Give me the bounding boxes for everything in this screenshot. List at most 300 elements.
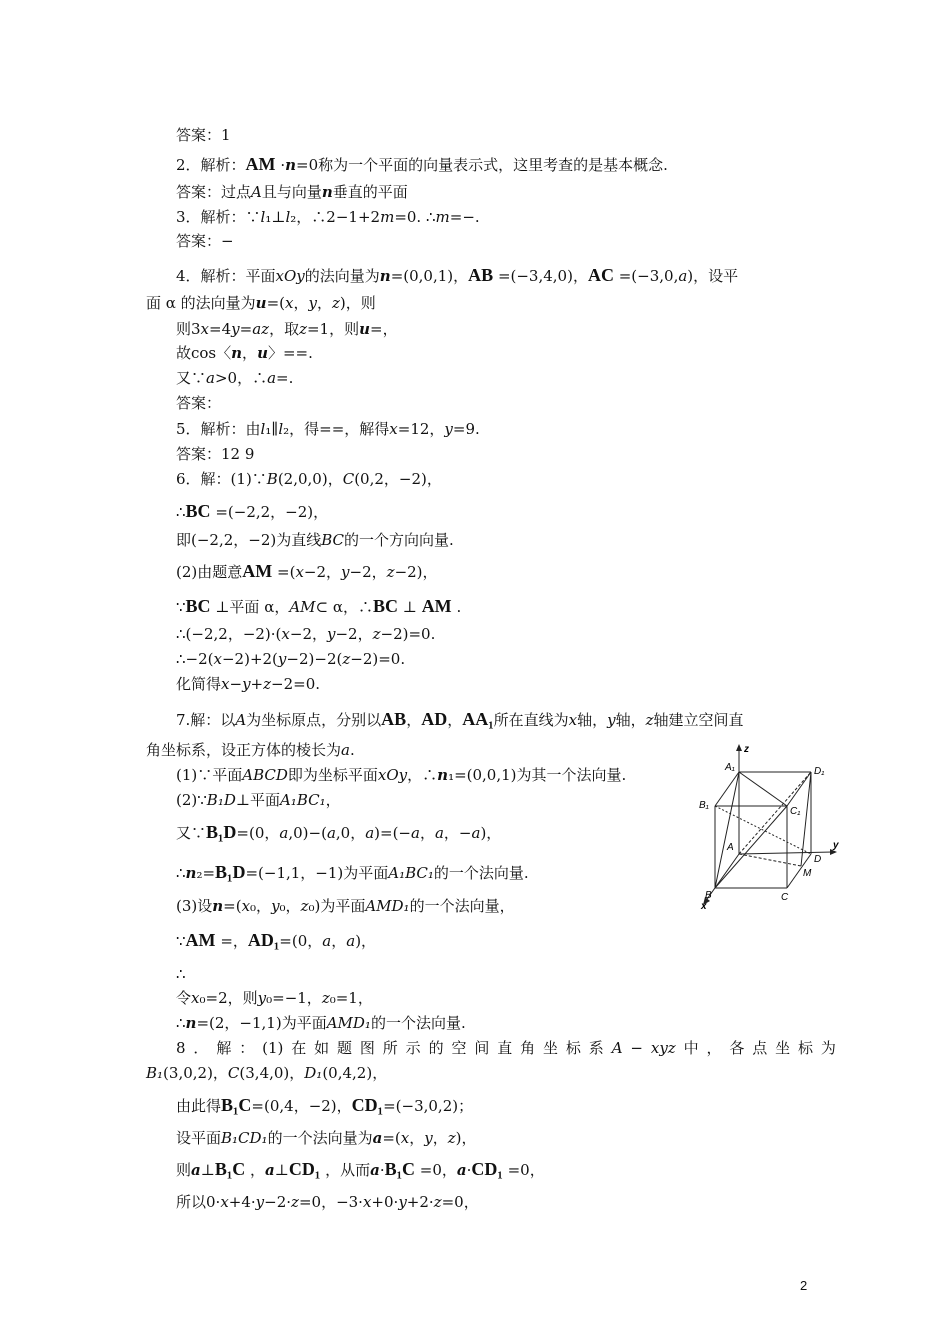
text-span: B₁CD₁ <box>221 1129 268 1147</box>
text-span: = <box>239 320 253 338</box>
label-x: x <box>701 901 707 910</box>
label-A1: A₁ <box>725 762 735 773</box>
text-span: y <box>257 989 267 1007</box>
page-number: 2 <box>800 1278 808 1293</box>
label-y: y <box>833 840 839 851</box>
text-span: A <box>611 1039 623 1057</box>
text-span: 答案：过点 <box>176 183 252 201</box>
text-span: 轴， <box>577 711 608 729</box>
text-span: a <box>322 932 332 950</box>
text-span: a <box>341 741 350 759</box>
text-span: n <box>185 864 197 882</box>
text-line <box>176 648 405 670</box>
vector-symbol: B₁C <box>384 1159 415 1179</box>
text-span: −2)=0. <box>380 625 436 643</box>
text-span: =， <box>370 320 398 338</box>
text-span: ∵ <box>176 932 186 950</box>
vector-symbol: CD₁ <box>471 1159 503 1179</box>
text-span: ₀=1， <box>329 989 373 1007</box>
label-M: M <box>803 868 812 879</box>
text-span: (0,4,2)， <box>322 1064 388 1082</box>
text-span: C <box>342 470 355 488</box>
text-span: ， <box>432 1129 448 1147</box>
text-span: ₁∥ <box>265 420 279 438</box>
text-span: =(−3,0,2)； <box>383 1097 474 1115</box>
text-span: 所在直线为 <box>493 711 569 729</box>
text-span: 2．解析： <box>176 156 246 174</box>
label-C1: C₁ <box>790 806 801 817</box>
text-span: y <box>242 675 251 693</box>
label-D1: D₁ <box>814 766 825 777</box>
text-span: n <box>212 897 224 915</box>
text-span: az <box>252 320 270 338</box>
text-span: +2· <box>406 1193 434 1211</box>
text-span: ， <box>409 1129 425 1147</box>
text-span: a <box>411 824 420 842</box>
text-span: 为 <box>820 1039 836 1057</box>
text-span: y <box>277 650 287 668</box>
text-span: n <box>285 156 296 174</box>
text-span: y <box>424 1129 433 1147</box>
edge-C1-D1 <box>787 772 811 806</box>
text-span: =0， <box>502 1161 545 1179</box>
text-span: ，∴ <box>407 766 438 784</box>
text-span: a <box>678 267 688 285</box>
vector-symbol: AM <box>245 154 276 174</box>
text-span: ₂，∴2−1+2 <box>290 208 381 226</box>
text-span: )=(− <box>374 824 411 842</box>
vector-symbol: BC <box>185 596 211 616</box>
text-span: 的一个法向量. <box>433 864 529 882</box>
text-span: 设平面 <box>176 1129 222 1147</box>
vector-symbol: AM <box>185 930 216 950</box>
text-span: −2， <box>349 563 387 581</box>
text-span: B₁ <box>146 1064 164 1082</box>
text-span: n <box>379 267 391 285</box>
text-line: 答案：− <box>176 232 234 250</box>
diag-C1-B <box>715 806 787 888</box>
text-span: 则3 <box>176 320 201 338</box>
text-span: 如 <box>314 1039 330 1057</box>
text-span: =0， <box>415 1161 457 1179</box>
text-span: 的一个法向量. <box>370 1014 466 1032</box>
text-span: a <box>326 824 336 842</box>
text-span: l <box>260 420 266 438</box>
text-span: l <box>260 208 266 226</box>
text-line <box>176 987 373 1009</box>
text-span: ₁⊥ <box>265 208 286 226</box>
text-span: (3,0,2)， <box>163 1064 228 1082</box>
text-line <box>176 153 668 176</box>
vector-symbol: AM <box>421 596 452 616</box>
text-span: x <box>241 897 251 915</box>
text-span: 即(−2,2，−2)为直线 <box>176 531 322 549</box>
text-span: (1) <box>262 1039 284 1057</box>
text-span: y <box>327 625 336 643</box>
text-span: 垂直的平面 <box>332 183 408 201</box>
text-span: ． <box>193 1039 209 1057</box>
text-span: 在 <box>291 1039 307 1057</box>
text-span: A₁BC₁ <box>279 791 326 809</box>
text-span: (3,4,0)， <box>239 1064 305 1082</box>
text-span: 标 <box>798 1039 814 1057</box>
line-A-M <box>739 854 801 866</box>
vector-symbol: B₁D <box>206 822 237 842</box>
text-span: =(0， <box>279 932 323 950</box>
text-span: =. <box>276 369 294 387</box>
text-span: y <box>607 711 616 729</box>
text-span: y <box>271 897 280 915</box>
text-span: ₀=2，则 <box>199 989 258 1007</box>
text-span: 系 <box>588 1039 604 1057</box>
text-span: =(0,4，−2)， <box>251 1097 352 1115</box>
text-span: 坐 <box>543 1039 559 1057</box>
text-line <box>176 789 341 811</box>
text-span: 间 <box>474 1039 490 1057</box>
text-span: z <box>299 320 307 338</box>
text-span: ， <box>316 294 332 312</box>
text-span: ∴−2( <box>176 650 214 668</box>
text-span: − <box>229 675 243 693</box>
text-span: ， <box>419 824 435 842</box>
text-span: 轴， <box>615 711 646 729</box>
text-span: ， <box>325 791 341 809</box>
text-span: ₂，得==，解得 <box>283 420 390 438</box>
text-span: 7.解：以 <box>176 711 236 729</box>
text-span: (3)设 <box>176 897 213 915</box>
text-span: u <box>359 320 371 338</box>
text-span: =(−2,2，−2)， <box>210 503 329 521</box>
text-span: )，设平 <box>687 267 739 285</box>
text-span: 8 <box>176 1039 186 1057</box>
text-span: n <box>321 183 333 201</box>
text-span: + <box>250 675 264 693</box>
text-span: )， <box>480 824 502 842</box>
text-span: AMD₁ <box>365 897 410 915</box>
text-line <box>176 468 442 490</box>
text-line <box>176 1191 479 1213</box>
vector-symbol: AA₁ <box>462 709 494 729</box>
text-span: z <box>331 294 340 312</box>
text-span: a <box>434 824 444 842</box>
text-line <box>176 1037 836 1059</box>
text-span: y <box>341 563 350 581</box>
text-span: 即为坐标平面 <box>287 766 378 784</box>
text-span: ， <box>706 1039 722 1057</box>
text-span: =(0， <box>236 824 280 842</box>
text-span: x <box>281 625 290 643</box>
text-span: −2)−2( <box>286 650 343 668</box>
vector-symbol: AD <box>421 709 448 729</box>
text-span: AMD₁ <box>326 1014 371 1032</box>
text-line <box>146 739 355 761</box>
text-span: xOy <box>275 267 305 285</box>
text-line <box>176 342 313 364</box>
text-span: xyz <box>650 1039 676 1057</box>
text-span: (2,0,0)， <box>277 470 343 488</box>
text-span: x <box>221 675 230 693</box>
text-span: (1)∵平面 <box>176 766 243 784</box>
text-span: +0· <box>371 1193 399 1211</box>
text-span: −2， <box>335 625 373 643</box>
text-span: m <box>435 208 450 226</box>
text-span: ∴ <box>176 864 186 882</box>
text-span: 且与向量 <box>261 183 322 201</box>
text-span: a <box>456 1161 467 1179</box>
text-span: B₁D <box>206 791 236 809</box>
text-span: 为坐标原点，分别以 <box>246 711 382 729</box>
text-span: =(2，−1,1)为平面 <box>196 1014 327 1032</box>
text-span: −2)+2( <box>221 650 278 668</box>
text-span: · <box>466 1161 472 1179</box>
text-span: z <box>433 1193 442 1211</box>
text-span: )， <box>455 1129 477 1147</box>
text-span: 〉==. <box>267 344 313 362</box>
text-span: ∴ <box>176 1014 186 1032</box>
text-span: ， <box>245 1161 266 1179</box>
text-span: l <box>285 208 291 226</box>
text-span: 的 <box>428 1039 444 1057</box>
text-span: z <box>447 1129 456 1147</box>
text-span: ， <box>331 932 347 950</box>
text-span: x <box>200 320 210 338</box>
text-span: a <box>191 1161 201 1179</box>
text-span: 5．解析：由 <box>176 420 261 438</box>
text-span: −2=0. <box>271 675 321 693</box>
text-span: ： <box>239 1039 255 1057</box>
text-line <box>176 1012 466 1034</box>
text-span: 由此得 <box>176 1097 222 1115</box>
text-span: a <box>267 369 277 387</box>
text-span: l <box>278 420 284 438</box>
text-span: (2)由题意 <box>176 563 243 581</box>
text-span: BC <box>321 531 345 549</box>
text-span: 故cos〈 <box>176 344 232 362</box>
text-span: A <box>251 183 262 201</box>
text-span: 中 <box>683 1039 699 1057</box>
text-span: ， <box>447 711 463 729</box>
text-span: z <box>321 989 330 1007</box>
text-span: y <box>444 420 453 438</box>
text-span: 角 <box>520 1039 536 1057</box>
vector-symbol: BC <box>185 501 211 521</box>
text-span: −2)=0. <box>350 650 406 668</box>
text-span: ， <box>406 711 422 729</box>
vector-symbol: BC <box>373 596 399 616</box>
vector-symbol: CD₁ <box>288 1159 321 1179</box>
text-span: ₀， <box>250 897 272 915</box>
text-line <box>176 764 626 786</box>
text-span: =( <box>382 1129 401 1147</box>
text-span: ABCD <box>242 766 288 784</box>
text-span: z <box>386 563 395 581</box>
text-line: 答案：12 9 <box>176 445 255 463</box>
text-span: . <box>451 598 462 616</box>
text-line <box>176 181 408 203</box>
text-span: u <box>255 294 267 312</box>
label-A: A <box>727 842 734 853</box>
text-span: ₀)为平面 <box>308 897 366 915</box>
text-span: =(−3,4,0)， <box>493 267 588 285</box>
vector-symbol: AD₁ <box>247 930 280 950</box>
text-span: =( <box>266 294 285 312</box>
text-span: )，则 <box>339 294 376 312</box>
vector-symbol: B₁C <box>214 1159 246 1179</box>
text-line <box>146 1062 387 1084</box>
text-span: −2， <box>303 563 342 581</box>
text-span: 的一个法向量， <box>409 897 515 915</box>
text-line <box>176 367 293 389</box>
text-span: ⊥ <box>398 598 422 616</box>
text-span: x <box>191 989 200 1007</box>
text-line <box>176 206 480 228</box>
text-span: ，从而 <box>320 1161 371 1179</box>
text-span: 4．解析：平面 <box>176 267 276 285</box>
text-span: ₁=(0,0,1)为其一个法向量. <box>448 766 627 784</box>
vector-symbol: AM <box>242 561 273 581</box>
text-line <box>176 264 738 287</box>
text-span: ， <box>242 344 258 362</box>
text-span: 6．解：(1)∵ <box>176 470 267 488</box>
label-z: z <box>744 744 749 755</box>
text-span: >0，∴ <box>214 369 268 387</box>
text-line <box>176 673 320 695</box>
text-span: ₂= <box>196 864 216 882</box>
text-span: n <box>231 344 243 362</box>
text-span: ⊥ <box>200 1161 215 1179</box>
text-line <box>176 560 438 583</box>
text-span: 所以0· <box>176 1193 221 1211</box>
text-span: y <box>255 1193 265 1211</box>
text-span: x <box>568 711 578 729</box>
text-span: z <box>263 675 272 693</box>
text-span: =(−3,0, <box>613 267 679 285</box>
text-span: =( <box>223 897 242 915</box>
text-span: 化简得 <box>176 675 222 693</box>
text-line <box>176 929 376 952</box>
text-span: 标 <box>565 1039 581 1057</box>
z-arrow <box>736 744 742 751</box>
text-span: 所 <box>382 1039 398 1057</box>
text-span: =1，则 <box>306 320 360 338</box>
text-span: y <box>308 294 317 312</box>
text-line <box>176 500 328 523</box>
text-span: 轴建立空间直 <box>653 711 744 729</box>
text-span: x <box>295 563 304 581</box>
text-span: ₀=−1， <box>266 989 322 1007</box>
text-span: =0称为一个平面的向量表示式，这里考查的是基本概念. <box>296 156 668 174</box>
text-span: 各 <box>729 1039 745 1057</box>
text-span: a <box>372 1129 383 1147</box>
text-span: z <box>342 650 351 668</box>
text-span: ⊥平面 α， <box>210 598 290 616</box>
text-span: x <box>213 650 222 668</box>
text-span: (2)∵ <box>176 791 207 809</box>
vector-symbol: B₁C <box>221 1095 252 1115</box>
text-span: −2)， <box>394 563 438 581</box>
text-span: ,0)−( <box>288 824 327 842</box>
text-span: =4 <box>209 320 232 338</box>
text-span: n <box>185 1014 197 1032</box>
text-span: 的一个法向量为 <box>267 1129 373 1147</box>
text-span: y <box>231 320 240 338</box>
text-span: 的一个方向向量. <box>344 531 454 549</box>
text-span: z <box>291 1193 299 1211</box>
text-line <box>176 708 744 731</box>
text-span: =9. <box>452 420 480 438</box>
text-line <box>176 623 435 645</box>
text-span: B <box>266 470 278 488</box>
text-span: x <box>400 1129 410 1147</box>
text-span: =(0,0,1)， <box>390 267 469 285</box>
text-span: A <box>235 711 247 729</box>
label-B1: B₁ <box>699 800 709 811</box>
text-line: 答案：1 <box>176 126 231 144</box>
text-span: 示 <box>405 1039 421 1057</box>
text-span: ,0， <box>335 824 366 842</box>
text-span: − <box>630 1039 643 1057</box>
text-span: =12， <box>397 420 445 438</box>
text-line <box>146 292 376 314</box>
text-span: =( <box>272 563 296 581</box>
text-span: m <box>380 208 395 226</box>
text-span: 角坐标系，设正方体的棱长为 <box>146 741 342 759</box>
cube-figure <box>693 742 845 910</box>
vector-symbol: B₁D <box>215 862 246 882</box>
text-span: a <box>370 1161 380 1179</box>
text-span: C <box>227 1064 240 1082</box>
text-span: 解 <box>216 1039 232 1057</box>
text-span: 令 <box>176 989 192 1007</box>
text-span: · <box>275 156 286 174</box>
text-span: a <box>346 932 356 950</box>
text-span: AM <box>289 598 316 616</box>
text-span: ⊥ <box>274 1161 289 1179</box>
text-span: a <box>279 824 289 842</box>
text-span: z <box>300 897 309 915</box>
diag-A1-C1 <box>739 772 787 806</box>
text-span: ∴(−2,2，−2)·( <box>176 625 282 643</box>
text-span: +4· <box>228 1193 256 1211</box>
text-span: ∵ <box>176 598 186 616</box>
text-line <box>176 821 501 844</box>
text-span: n <box>437 766 449 784</box>
text-span: −2· <box>264 1193 292 1211</box>
text-span: 又∵ <box>176 369 207 387</box>
text-span: ，取 <box>269 320 300 338</box>
text-line <box>176 595 461 618</box>
text-span: 面 α 的法向量为 <box>146 294 256 312</box>
text-span: =， <box>215 932 248 950</box>
vector-symbol: CD₁ <box>351 1095 384 1115</box>
text-span: 坐 <box>775 1039 791 1057</box>
text-line: 答案： <box>176 394 222 412</box>
text-span: a <box>206 369 215 387</box>
vector-symbol: AC <box>587 265 614 285</box>
text-line <box>176 861 529 884</box>
text-span: 又∵ <box>176 824 207 842</box>
text-line <box>176 418 480 440</box>
text-span: a <box>365 824 375 842</box>
text-line <box>176 1094 473 1117</box>
vector-symbol: AB <box>381 709 407 729</box>
text-span: 则 <box>176 1161 192 1179</box>
text-span: ₀， <box>279 897 301 915</box>
text-span: ， <box>293 294 309 312</box>
text-span: x <box>220 1193 229 1211</box>
text-span: 的法向量为 <box>304 267 380 285</box>
text-span: a <box>471 824 481 842</box>
